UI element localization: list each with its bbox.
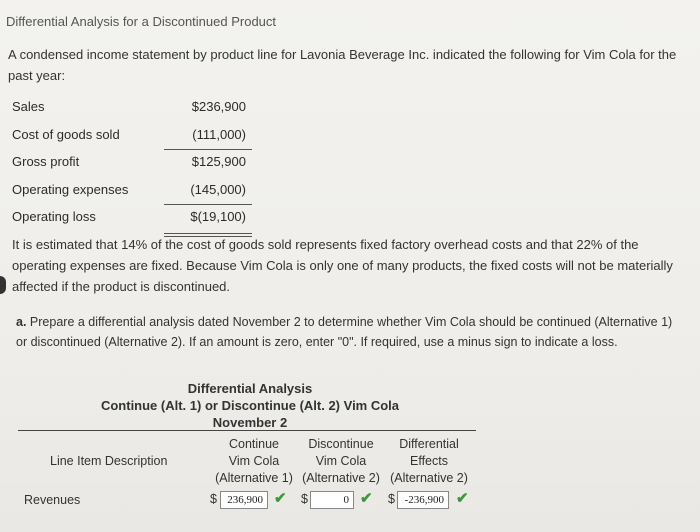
- col-line: (Alternative 2): [302, 471, 380, 485]
- intro-text: A condensed income statement by product line for Lavonia Beverage Inc. indicated the following for Vim Cola for the past year:: [8, 47, 677, 83]
- fixed-cost-paragraph: It is estimated that 14% of the cost of goods sold represents fixed factory overhead costs and that 22% of the operating expenses are fixed. Because Vim Cola is only one of many products, the fixed costs will not be materially affected if the product is discontinued.: [12, 237, 673, 294]
- statement-label: Sales: [12, 99, 45, 114]
- correct-check-icon: ✔: [274, 490, 287, 507]
- statement-label: Cost of goods sold: [12, 126, 120, 142]
- revenues-differential-input[interactable]: -236,900: [397, 491, 449, 509]
- statement-label: Gross profit: [12, 154, 80, 169]
- page-title: Differential Analysis for a Discontinued Product: [6, 14, 277, 29]
- col-line: (Alternative 1): [215, 471, 293, 485]
- col-line: Continue: [228, 437, 280, 451]
- statement-row-gross-profit: [12, 150, 252, 178]
- analysis-title: Differential Analysis: [187, 381, 313, 396]
- column-header-alt1: [210, 436, 298, 487]
- col-line: Effects: [410, 454, 448, 468]
- side-marker: [0, 276, 6, 294]
- revenues-alt1-input[interactable]: 236,900: [220, 491, 268, 509]
- analysis-date: November 2: [212, 415, 288, 430]
- currency-symbol: $: [210, 492, 217, 506]
- col-line: (Alternative 2): [390, 471, 468, 485]
- header-rule: [18, 430, 476, 431]
- statement-value: (145,000): [190, 181, 246, 197]
- statement-label: Operating loss: [12, 209, 96, 224]
- statement-row-operating-loss: [12, 205, 252, 233]
- revenues-alt2-input[interactable]: 0: [310, 491, 354, 509]
- col-line: Discontinue: [308, 437, 374, 451]
- currency-symbol: $: [301, 492, 308, 506]
- column-header-differential: [384, 436, 474, 487]
- statement-value: $236,900: [191, 99, 246, 114]
- statement-value: $125,900: [191, 154, 246, 169]
- analysis-subtitle: Continue (Alt. 1) or Discontinue (Alt. 2) Vim Cola: [100, 398, 400, 413]
- column-header-description: Line Item Description: [50, 454, 168, 468]
- currency-symbol: $: [388, 492, 395, 506]
- col-line: Vim Cola: [228, 454, 280, 468]
- income-statement: [12, 95, 252, 233]
- row-label-revenues: Revenues: [24, 493, 81, 507]
- question-letter: a.: [16, 315, 27, 329]
- col-line: Vim Cola: [315, 454, 367, 468]
- question-text: Prepare a differential analysis dated November 2 to determine whether Vim Cola should be continued (Alternative 1) or discontinued (Alternative 2). If an amount is zero, enter "0". If required, use a minus sign to indicate a loss.: [16, 315, 673, 349]
- statement-row-cogs: [12, 123, 252, 151]
- statement-label: Operating expenses: [12, 181, 129, 197]
- question-a: [16, 312, 686, 352]
- column-header-alt2: [296, 436, 386, 487]
- statement-value: $(19,100): [190, 209, 246, 224]
- correct-check-icon: ✔: [360, 490, 373, 507]
- statement-row-sales: [12, 95, 252, 123]
- statement-value: (111,000): [192, 126, 246, 142]
- col-line: Differential: [399, 437, 459, 451]
- correct-check-icon: ✔: [456, 490, 469, 507]
- statement-row-opex: [12, 178, 252, 206]
